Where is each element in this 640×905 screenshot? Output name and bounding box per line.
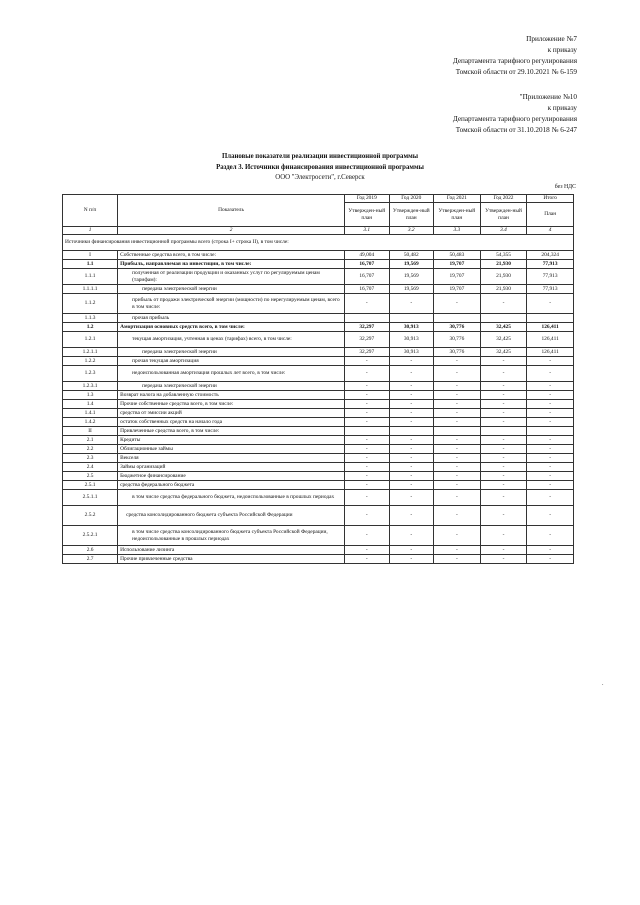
- table-row: [63, 269, 574, 285]
- row-indicator: Бюджетное финансирование: [118, 472, 345, 481]
- row-number: 2.4: [63, 463, 118, 472]
- row-indicator: Облигационные займы: [118, 445, 345, 454]
- row-span-text: Источники финансирования инвестиционной программы всего (строка I+ строка II), в том числе:: [63, 235, 574, 251]
- row-year-value: -: [345, 382, 390, 391]
- header-total: Итого: [527, 195, 574, 203]
- row-year-value: -: [389, 472, 434, 481]
- row-year-value: -: [480, 409, 527, 418]
- table-row: [63, 526, 574, 546]
- row-year-value: 16,707: [345, 269, 390, 285]
- row-year-value: -: [480, 454, 527, 463]
- row-year-value: -: [345, 409, 390, 418]
- row-year-value: -: [389, 454, 434, 463]
- header-year: Год 2021: [434, 195, 481, 203]
- row-year-value: 50,482: [389, 251, 434, 260]
- row-year-value: -: [480, 366, 527, 382]
- row-year-value: -: [434, 546, 481, 555]
- row-year-value: 54,355: [480, 251, 527, 260]
- table-row: [63, 472, 574, 481]
- trailing-mark: .: [602, 681, 604, 687]
- table-row: [63, 490, 574, 506]
- row-year-value: 16,707: [345, 260, 390, 269]
- row-year-value: -: [389, 445, 434, 454]
- row-number: 2.5: [63, 472, 118, 481]
- row-indicator: передача электрической энергии: [118, 348, 345, 357]
- row-year-value: 19,707: [434, 269, 481, 285]
- header-index: 3.4: [480, 227, 527, 235]
- row-year-value: -: [389, 391, 434, 400]
- row-year-value: -: [345, 357, 390, 366]
- row-year-value: 19,569: [389, 285, 434, 294]
- row-indicator: Векселя: [118, 454, 345, 463]
- row-year-value: [389, 314, 434, 323]
- row-year-value: [434, 314, 481, 323]
- row-year-value: 30,913: [389, 332, 434, 348]
- row-year-value: [434, 427, 481, 436]
- row-year-value: -: [480, 506, 527, 526]
- row-indicator: средства от эмиссии акций: [118, 409, 345, 418]
- approval-line: к приказу: [547, 104, 577, 112]
- table-row: [63, 555, 574, 564]
- row-number: II: [63, 427, 118, 436]
- table-row: [63, 357, 574, 366]
- header-plan: Утвержден-ный план: [345, 203, 390, 227]
- row-year-value: -: [345, 418, 390, 427]
- row-year-value: -: [480, 382, 527, 391]
- row-year-value: -: [480, 294, 527, 314]
- row-number: 1.4.2: [63, 418, 118, 427]
- row-total-value: [527, 427, 574, 436]
- row-year-value: -: [345, 400, 390, 409]
- row-indicator: передача электрической энергии: [118, 285, 345, 294]
- row-year-value: -: [480, 436, 527, 445]
- row-total-value: -: [527, 294, 574, 314]
- row-indicator: Собственные средства всего, в том числе:: [118, 251, 345, 260]
- row-year-value: -: [345, 366, 390, 382]
- header-year: Год 2019: [345, 195, 390, 203]
- row-number: 1.2.1.1: [63, 348, 118, 357]
- row-number: 1.2.3: [63, 366, 118, 382]
- row-total-value: -: [527, 366, 574, 382]
- row-indicator: в том числе средства федерального бюджета, недоиспользованные в прошлых периодах: [118, 490, 345, 506]
- table-row: [63, 445, 574, 454]
- row-year-value: 19,569: [389, 260, 434, 269]
- row-total-value: -: [527, 382, 574, 391]
- row-year-value: -: [389, 555, 434, 564]
- row-indicator: Кредиты: [118, 436, 345, 445]
- row-year-value: -: [389, 382, 434, 391]
- row-total-value: -: [527, 454, 574, 463]
- row-total-value: 77,913: [527, 285, 574, 294]
- table-body: [63, 235, 574, 564]
- row-year-value: -: [345, 526, 390, 546]
- row-year-value: -: [480, 418, 527, 427]
- approval-line: Томской области от 29.10.2021 № 6-159: [455, 68, 577, 76]
- organization-name: ООО "Электросети", г.Северск: [275, 174, 365, 181]
- row-year-value: -: [345, 294, 390, 314]
- row-year-value: -: [480, 391, 527, 400]
- table-row: [63, 400, 574, 409]
- row-number: 2.7: [63, 555, 118, 564]
- row-indicator: недоиспользованная амортизация прошлых лет всего, в том числе:: [118, 366, 345, 382]
- row-year-value: -: [434, 445, 481, 454]
- row-indicator: прочая текущая амортизация: [118, 357, 345, 366]
- header-year: Год 2020: [389, 195, 434, 203]
- row-year-value: -: [434, 391, 481, 400]
- table-row: [63, 427, 574, 436]
- row-number: 1.1: [63, 260, 118, 269]
- row-year-value: -: [389, 481, 434, 490]
- row-number: 2.5.2.1: [63, 526, 118, 546]
- row-number: 2.1: [63, 436, 118, 445]
- header-index: 4: [527, 227, 574, 235]
- row-indicator: передача электрической энергии: [118, 382, 345, 391]
- header-indicator: Показатель: [118, 195, 345, 227]
- row-number: 1.1.2: [63, 294, 118, 314]
- row-year-value: 50,483: [434, 251, 481, 260]
- row-number: 1.2: [63, 323, 118, 332]
- row-year-value: 32,297: [345, 332, 390, 348]
- row-year-value: -: [345, 445, 390, 454]
- row-year-value: -: [345, 463, 390, 472]
- table-row: [63, 323, 574, 332]
- row-year-value: -: [389, 294, 434, 314]
- table-row: [63, 235, 574, 251]
- row-total-value: -: [527, 481, 574, 490]
- row-year-value: 49,004: [345, 251, 390, 260]
- row-indicator: средства федерального бюджета: [118, 481, 345, 490]
- row-number: 1.2.3.1: [63, 382, 118, 391]
- row-total-value: -: [527, 506, 574, 526]
- approval-header: [453, 34, 577, 150]
- vat-note: без НДС: [554, 184, 576, 190]
- row-year-value: -: [434, 506, 481, 526]
- row-year-value: 32,425: [480, 332, 527, 348]
- header-year: Год 2022: [480, 195, 527, 203]
- row-indicator: прочая прибыль: [118, 314, 345, 323]
- approval-block-2: [453, 92, 577, 136]
- row-year-value: -: [434, 472, 481, 481]
- row-year-value: 19,707: [434, 285, 481, 294]
- row-year-value: 21,930: [480, 285, 527, 294]
- row-year-value: -: [389, 506, 434, 526]
- row-year-value: -: [389, 400, 434, 409]
- financing-table: [62, 194, 574, 564]
- row-year-value: -: [480, 490, 527, 506]
- row-year-value: 21,930: [480, 269, 527, 285]
- row-number: 1.1.1: [63, 269, 118, 285]
- row-year-value: 21,930: [480, 260, 527, 269]
- row-number: 2.3: [63, 454, 118, 463]
- row-year-value: -: [345, 506, 390, 526]
- row-year-value: -: [434, 294, 481, 314]
- header-index: 3.1: [345, 227, 390, 235]
- row-indicator: Прибыль, направляемая на инвестиции, в том числе:: [118, 260, 345, 269]
- table-row: [63, 546, 574, 555]
- header-index: 3.2: [389, 227, 434, 235]
- row-total-value: -: [527, 490, 574, 506]
- row-number: 2.5.2: [63, 506, 118, 526]
- approval-block-1: [453, 34, 577, 78]
- row-year-value: 30,776: [434, 332, 481, 348]
- row-total-value: -: [527, 436, 574, 445]
- approval-line: Департамента тарифного регулирования: [452, 57, 577, 65]
- table-row: [63, 409, 574, 418]
- row-total-value: 204,324: [527, 251, 574, 260]
- row-indicator: Прочие собственные средства всего, в том числе:: [118, 400, 345, 409]
- row-year-value: 32,425: [480, 323, 527, 332]
- row-year-value: -: [480, 445, 527, 454]
- table-row: [63, 294, 574, 314]
- row-indicator: Привлеченные средства всего, в том числе:: [118, 427, 345, 436]
- table-row: [63, 391, 574, 400]
- row-year-value: -: [389, 463, 434, 472]
- row-year-value: -: [434, 418, 481, 427]
- table-row: [63, 251, 574, 260]
- row-year-value: 30,776: [434, 348, 481, 357]
- row-year-value: -: [389, 357, 434, 366]
- row-indicator: средства консолидированного бюджета субъекта Российской Федерации: [118, 506, 345, 526]
- row-year-value: -: [434, 400, 481, 409]
- table-row: [63, 436, 574, 445]
- row-year-value: 16,707: [345, 285, 390, 294]
- header-plan: Утвержден-ный план: [389, 203, 434, 227]
- row-total-value: -: [527, 546, 574, 555]
- header-plan: План: [527, 203, 574, 227]
- header-index: 2: [118, 227, 345, 235]
- table-row: [63, 506, 574, 526]
- row-year-value: -: [389, 526, 434, 546]
- row-number: 2.5.1: [63, 481, 118, 490]
- row-year-value: -: [389, 366, 434, 382]
- row-year-value: -: [434, 382, 481, 391]
- row-year-value: 19,569: [389, 269, 434, 285]
- row-year-value: -: [345, 481, 390, 490]
- table-row: [63, 454, 574, 463]
- row-year-value: -: [434, 555, 481, 564]
- row-year-value: 19,707: [434, 260, 481, 269]
- row-year-value: -: [345, 454, 390, 463]
- approval-line: "Приложение №10: [519, 93, 577, 101]
- row-year-value: -: [345, 472, 390, 481]
- row-year-value: [480, 314, 527, 323]
- approval-line: Департамента тарифного регулирования: [452, 115, 577, 123]
- header-index: 1: [63, 227, 118, 235]
- row-indicator: Возврат налога на добавленную стоимость: [118, 391, 345, 400]
- row-number: 2.5.1.1: [63, 490, 118, 506]
- approval-line: к приказу: [547, 46, 577, 54]
- header-row-years: [63, 195, 574, 203]
- row-year-value: -: [480, 400, 527, 409]
- row-year-value: -: [389, 490, 434, 506]
- row-indicator: прибыль от продажи электрической энергии (мощности) по нерегулируемым ценам, всего в том числе:: [118, 294, 345, 314]
- row-year-value: -: [480, 546, 527, 555]
- row-year-value: -: [389, 418, 434, 427]
- row-year-value: [345, 427, 390, 436]
- row-total-value: 77,913: [527, 269, 574, 285]
- header-plan: Утвержден-ный план: [480, 203, 527, 227]
- row-year-value: -: [434, 436, 481, 445]
- row-indicator: остаток собственных средств на начало года: [118, 418, 345, 427]
- header-plan: Утвержден-ный план: [434, 203, 481, 227]
- row-total-value: 126,411: [527, 348, 574, 357]
- row-total-value: -: [527, 357, 574, 366]
- row-number: 1.4.1: [63, 409, 118, 418]
- table-row: [63, 348, 574, 357]
- document-title: Плановые показатели реализации инвестиционной программы: [221, 153, 419, 160]
- row-total-value: 126,411: [527, 323, 574, 332]
- row-year-value: [345, 314, 390, 323]
- row-year-value: -: [434, 526, 481, 546]
- row-total-value: -: [527, 526, 574, 546]
- approval-line: Приложение №7: [526, 35, 577, 43]
- row-year-value: -: [480, 526, 527, 546]
- row-year-value: -: [345, 391, 390, 400]
- row-year-value: -: [434, 481, 481, 490]
- row-total-value: -: [527, 463, 574, 472]
- document-subtitle: Раздел 3. Источники финансирования инвестиционной программы: [216, 163, 424, 171]
- row-year-value: -: [480, 481, 527, 490]
- row-year-value: -: [345, 436, 390, 445]
- header-index-row: [63, 227, 574, 235]
- row-total-value: -: [527, 445, 574, 454]
- row-number: 2.2: [63, 445, 118, 454]
- row-year-value: -: [480, 463, 527, 472]
- row-number: 1.4: [63, 400, 118, 409]
- row-total-value: [527, 314, 574, 323]
- row-total-value: -: [527, 418, 574, 427]
- row-year-value: 30,913: [389, 348, 434, 357]
- table-row: [63, 260, 574, 269]
- row-indicator: Амортизация основных средств всего, в том числе:: [118, 323, 345, 332]
- table-row: [63, 382, 574, 391]
- row-year-value: -: [480, 472, 527, 481]
- row-indicator: Прочие привлеченные средства: [118, 555, 345, 564]
- row-year-value: 30,776: [434, 323, 481, 332]
- approval-line: Томской области от 31.10.2018 № 6-247: [455, 126, 577, 134]
- row-total-value: 126,411: [527, 332, 574, 348]
- row-total-value: 77,913: [527, 260, 574, 269]
- row-indicator: текущая амортизация, учтенная в ценах (тарифах) всего, в том числе:: [118, 332, 345, 348]
- row-number: 1.3: [63, 391, 118, 400]
- row-total-value: -: [527, 391, 574, 400]
- row-number: 1.2.1: [63, 332, 118, 348]
- table-row: [63, 463, 574, 472]
- table-row: [63, 285, 574, 294]
- row-year-value: -: [434, 463, 481, 472]
- header-index: 3.3: [434, 227, 481, 235]
- row-year-value: -: [434, 409, 481, 418]
- row-year-value: -: [389, 436, 434, 445]
- row-indicator: Займы организаций: [118, 463, 345, 472]
- row-year-value: -: [434, 357, 481, 366]
- row-year-value: 30,913: [389, 323, 434, 332]
- row-year-value: 32,297: [345, 348, 390, 357]
- row-year-value: -: [480, 555, 527, 564]
- row-number: 1.1.1.1: [63, 285, 118, 294]
- row-year-value: -: [434, 490, 481, 506]
- row-year-value: -: [345, 546, 390, 555]
- row-number: 2.6: [63, 546, 118, 555]
- row-indicator: в том числе средства консолидированного бюджета субъекта Российской Федерации, недоиспользованные в прошлых периодах: [118, 526, 345, 546]
- row-year-value: -: [434, 454, 481, 463]
- row-year-value: -: [345, 555, 390, 564]
- row-indicator: полученная от реализации продукции и оказанных услуг по регулируемым ценам (тарифам):: [118, 269, 345, 285]
- row-total-value: -: [527, 472, 574, 481]
- row-year-value: [480, 427, 527, 436]
- row-year-value: 32,425: [480, 348, 527, 357]
- row-year-value: -: [434, 366, 481, 382]
- table-row: [63, 332, 574, 348]
- row-number: I: [63, 251, 118, 260]
- row-number: 1.2.2: [63, 357, 118, 366]
- row-year-value: 32,297: [345, 323, 390, 332]
- header-num: N п/п: [63, 195, 118, 227]
- row-total-value: -: [527, 409, 574, 418]
- row-total-value: -: [527, 555, 574, 564]
- row-year-value: [389, 427, 434, 436]
- table-row: [63, 481, 574, 490]
- row-number: 1.1.3: [63, 314, 118, 323]
- row-year-value: -: [480, 357, 527, 366]
- table-row: [63, 366, 574, 382]
- row-year-value: -: [389, 409, 434, 418]
- row-year-value: -: [345, 490, 390, 506]
- table-row: [63, 314, 574, 323]
- table-row: [63, 418, 574, 427]
- row-indicator: Использование лизинга: [118, 546, 345, 555]
- document-heading: [0, 152, 640, 184]
- row-year-value: -: [389, 546, 434, 555]
- row-total-value: -: [527, 400, 574, 409]
